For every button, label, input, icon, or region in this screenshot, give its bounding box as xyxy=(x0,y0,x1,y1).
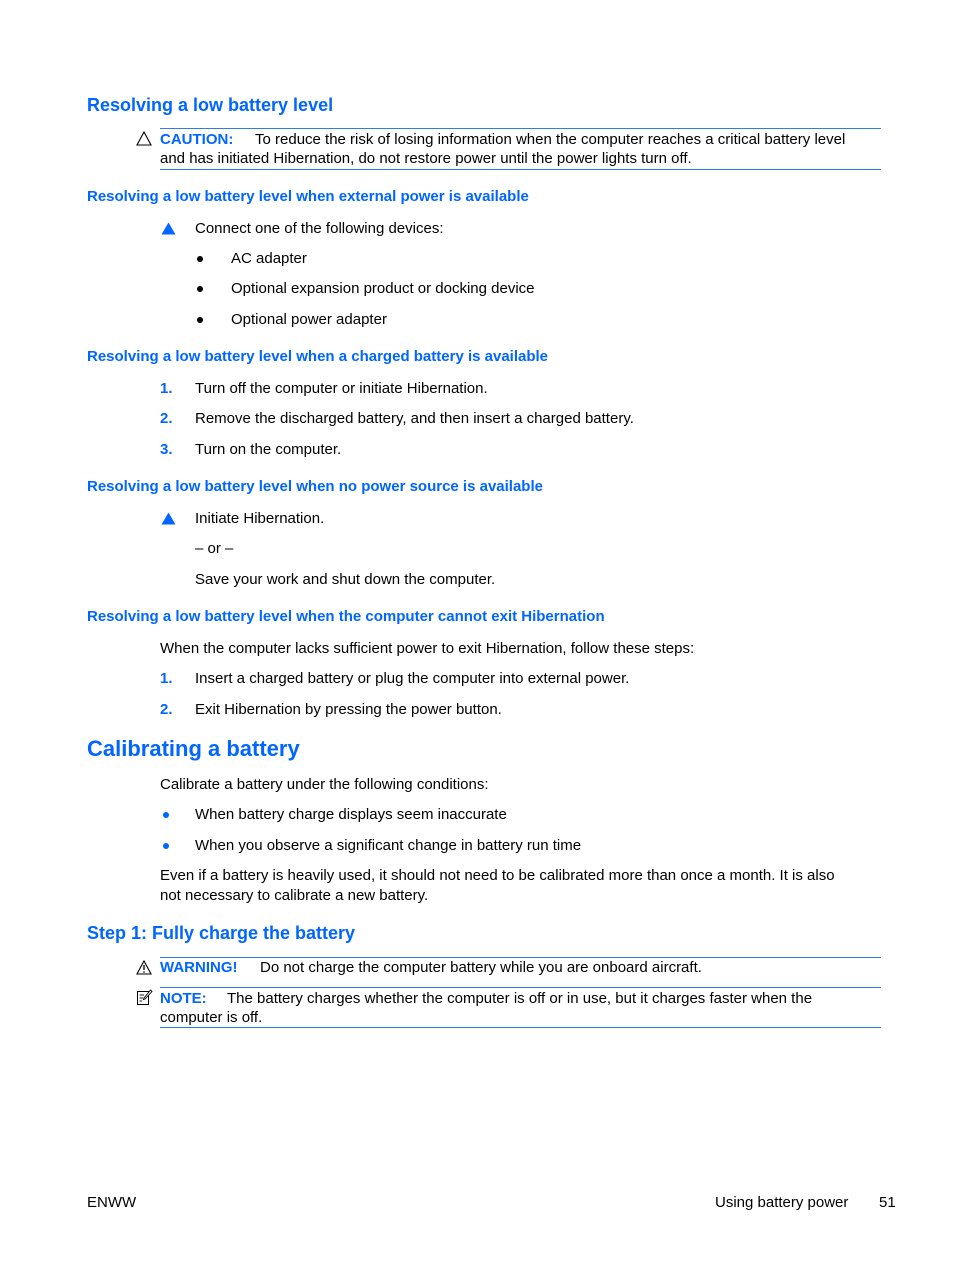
footer-left: ENWW xyxy=(87,1194,137,1211)
list-item: Optional expansion product or docking device xyxy=(231,280,535,297)
section-heading-low-battery: Resolving a low battery level xyxy=(87,95,334,115)
calibrating-paragraph-line2: not necessary to calibrate a new battery. xyxy=(160,887,429,904)
step-text: Insert a charged battery or plug the computer into external power. xyxy=(195,670,630,687)
step-number: 3. xyxy=(160,441,173,458)
caution-top-rule xyxy=(160,128,881,129)
subheading-hibernation: Resolving a low battery level when the computer cannot exit Hibernation xyxy=(87,608,605,625)
bullet-icon xyxy=(197,317,203,323)
nopower-alt-text: Save your work and shut down the computer. xyxy=(195,571,496,588)
bullet-icon xyxy=(163,843,169,849)
note-top-rule xyxy=(160,987,881,988)
section-heading-step1: Step 1: Fully charge the battery xyxy=(87,923,356,943)
step-text: Remove the discharged battery, and then insert a charged battery. xyxy=(195,410,634,427)
warning-icon xyxy=(136,960,152,975)
calibrating-intro: Calibrate a battery under the following conditions: xyxy=(160,776,489,793)
caution-icon xyxy=(136,131,152,146)
step-number: 2. xyxy=(160,701,173,718)
caution-text-line2: and has initiated Hibernation, do not restore power until the power lights turn off. xyxy=(160,150,692,167)
footer-title: Using battery power xyxy=(715,1194,849,1211)
or-separator: – or – xyxy=(195,540,234,557)
note-label: NOTE: xyxy=(160,990,207,1007)
caution-text-line1: To reduce the risk of losing information when the computer reaches a critical battery level xyxy=(255,131,846,148)
warning-text: Do not charge the computer battery while you are onboard aircraft. xyxy=(260,959,702,976)
caution-label: CAUTION: xyxy=(160,131,234,148)
warning-top-rule xyxy=(160,957,881,958)
caution-bottom-rule xyxy=(160,169,881,170)
warning-label: WARNING! xyxy=(160,959,238,976)
nopower-step-text: Initiate Hibernation. xyxy=(195,510,325,527)
subheading-no-power: Resolving a low battery level when no power source is available xyxy=(87,478,543,495)
list-item: When battery charge displays seem inaccurate xyxy=(195,806,507,823)
page-number: 51 xyxy=(879,1194,896,1211)
step-triangle-icon xyxy=(161,512,176,525)
note-icon xyxy=(136,989,153,1006)
subheading-charged-battery: Resolving a low battery level when a charged battery is available xyxy=(87,348,549,365)
bullet-icon xyxy=(163,812,169,818)
step-triangle-icon xyxy=(161,222,176,235)
list-item: AC adapter xyxy=(231,250,307,267)
hibernation-intro: When the computer lacks sufficient power to exit Hibernation, follow these steps: xyxy=(160,640,695,657)
step-number: 2. xyxy=(160,410,173,427)
list-item: Optional power adapter xyxy=(231,311,387,328)
step-text: Turn off the computer or initiate Hibernation. xyxy=(195,380,488,397)
step-text: Turn on the computer. xyxy=(195,441,342,458)
step-number: 1. xyxy=(160,380,173,397)
note-text-line2: computer is off. xyxy=(160,1009,263,1026)
bullet-icon xyxy=(197,286,203,292)
step-number: 1. xyxy=(160,670,173,687)
step-text: Exit Hibernation by pressing the power button. xyxy=(195,701,502,718)
external-step-text: Connect one of the following devices: xyxy=(195,220,444,237)
note-text-line1: The battery charges whether the computer is off or in use, but it charges faster when the xyxy=(227,990,813,1007)
section-heading-calibrating: Calibrating a battery xyxy=(87,736,300,761)
list-item: When you observe a significant change in battery run time xyxy=(195,837,582,854)
note-bottom-rule xyxy=(160,1027,881,1028)
calibrating-paragraph-line1: Even if a battery is heavily used, it should not need to be calibrated more than once a month. It is also xyxy=(160,867,835,884)
subheading-external-power: Resolving a low battery level when external power is available xyxy=(87,188,529,205)
bullet-icon xyxy=(197,256,203,262)
